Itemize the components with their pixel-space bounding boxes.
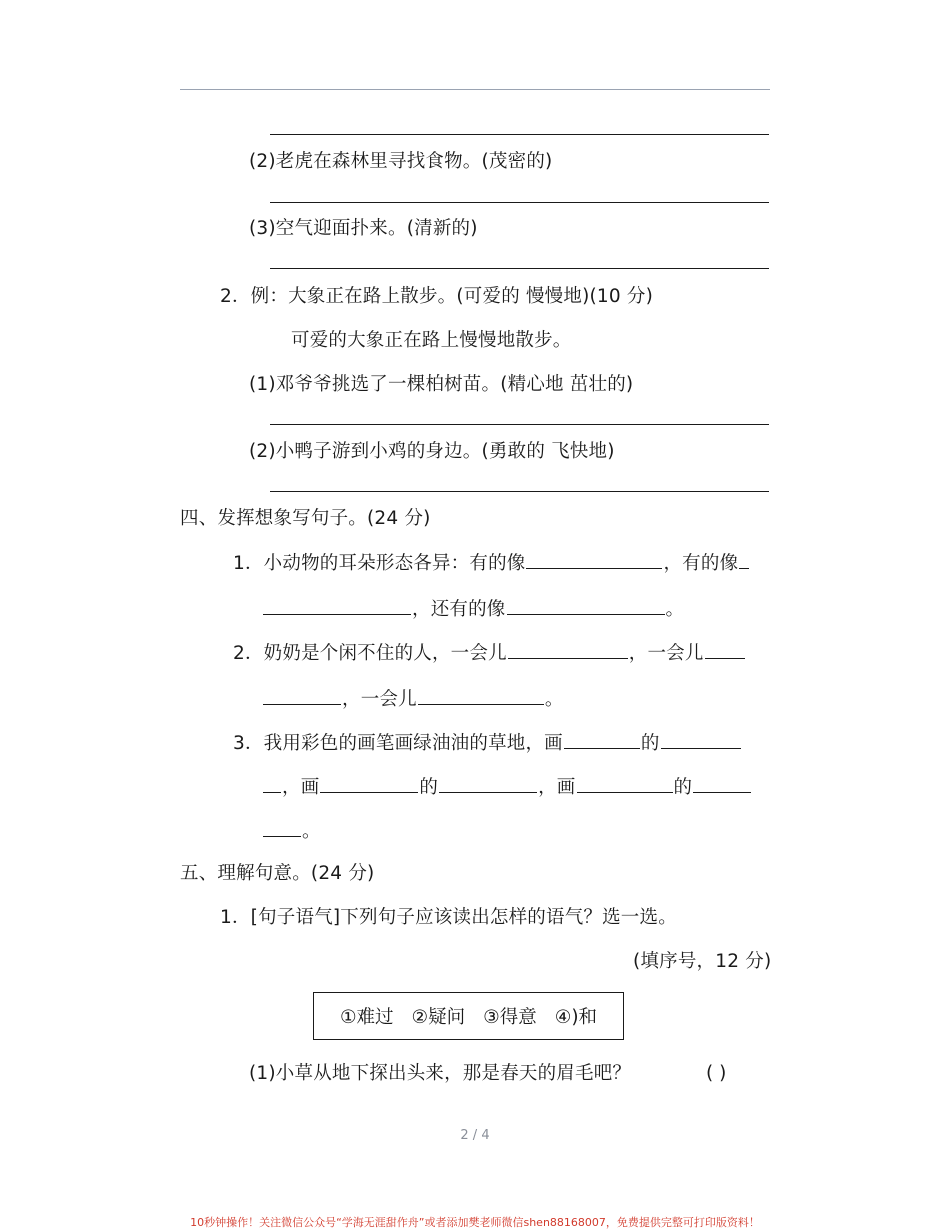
fill-blank[interactable] — [526, 550, 662, 569]
options-box — [313, 992, 624, 1040]
fill-blank[interactable] — [507, 596, 665, 615]
option-item: ④)和 — [554, 1007, 598, 1028]
sentence-text: 。 — [302, 821, 321, 842]
sentence-item: (1)邓爷爷挑选了一棵柏树苗。(精心地 茁壮的) — [249, 374, 634, 395]
fill-blank[interactable] — [263, 818, 301, 837]
fill-in-sentence — [262, 686, 564, 712]
fill-in-sentence — [262, 818, 321, 844]
fill-blank[interactable] — [320, 774, 418, 793]
sentence-text: ，一会儿 — [628, 643, 704, 664]
question-title: 1．[句子语气]下列句子应该读出怎样的语气？选一选。 — [220, 907, 677, 928]
fill-blank[interactable] — [439, 774, 537, 793]
fill-in-sentence — [233, 550, 750, 576]
fill-blank[interactable] — [263, 596, 411, 615]
sentence-item: (2)小鸭子游到小鸡的身边。(勇敢的 飞快地) — [249, 441, 615, 462]
answer-line — [270, 268, 769, 269]
fill-in-sentence — [233, 640, 746, 666]
sentence-text: 。 — [665, 599, 685, 620]
sentence-text: ，一会儿 — [342, 689, 417, 710]
answer-line — [270, 424, 769, 425]
sentence-text: 的 — [673, 777, 693, 798]
sentence-text: ，画 — [282, 777, 320, 798]
sentence-text: 1．小动物的耳朵形态各异：有的像 — [233, 553, 526, 574]
fill-blank[interactable] — [564, 730, 640, 749]
fill-blank[interactable] — [739, 550, 749, 569]
fill-blank[interactable] — [418, 686, 544, 705]
fill-blank[interactable] — [705, 640, 745, 659]
sentence-text: 。 — [544, 689, 564, 710]
answer-line — [270, 202, 769, 203]
sentence-text: ，有的像 — [663, 553, 739, 574]
section-heading: 四、发挥想象写句子。(24 分) — [180, 508, 431, 529]
sentence-text: ，画 — [538, 777, 576, 798]
fill-blank[interactable] — [693, 774, 751, 793]
example-sentence: 可爱的大象正在路上慢慢地散步。 — [291, 330, 572, 351]
option-item: ②疑问 — [411, 1007, 466, 1028]
score-note: (填序号，12 分) — [633, 951, 772, 972]
option-item: ①难过 — [339, 1007, 394, 1028]
sentence-item: (3)空气迎面扑来。(清新的) — [249, 218, 478, 239]
fill-blank[interactable] — [263, 686, 341, 705]
fill-in-sentence — [262, 596, 684, 622]
fill-in-sentence — [262, 774, 752, 800]
fill-blank[interactable] — [263, 774, 281, 793]
fill-blank[interactable] — [577, 774, 673, 793]
sentence-text: 的 — [640, 733, 660, 754]
sentence-text: 3．我用彩色的画笔画绿油油的草地，画 — [233, 733, 563, 754]
fill-blank[interactable] — [661, 730, 741, 749]
question-title: 2．例：大象正在路上散步。(可爱的 慢慢地)(10 分) — [220, 286, 654, 307]
option-item: ③得意 — [483, 1007, 537, 1028]
top-divider — [180, 89, 770, 90]
fill-in-sentence — [233, 730, 742, 756]
sentence-text: 的 — [419, 777, 439, 798]
answer-line — [270, 491, 769, 492]
sentence-item: (2)老虎在森林里寻找食物。(茂密的) — [249, 151, 553, 172]
answer-parentheses[interactable]: ( ) — [706, 1063, 727, 1084]
section-heading: 五、理解句意。(24 分) — [180, 863, 375, 884]
footer-promo-text: 10秒钟操作！关注微信公众号“学海无涯甜作舟”或者添加樊老师微信shen88168007，免费提供完整可打印版资料！ — [190, 1216, 760, 1229]
fill-blank[interactable] — [508, 640, 628, 659]
page-number: 2 / 4 — [460, 1128, 490, 1143]
sentence-item: (1)小草从地下探出头来，那是春天的眉毛吧？ — [249, 1063, 632, 1084]
sentence-text: 2．奶奶是个闲不住的人，一会儿 — [233, 643, 507, 664]
answer-line — [270, 134, 769, 135]
sentence-text: ，还有的像 — [412, 599, 506, 620]
